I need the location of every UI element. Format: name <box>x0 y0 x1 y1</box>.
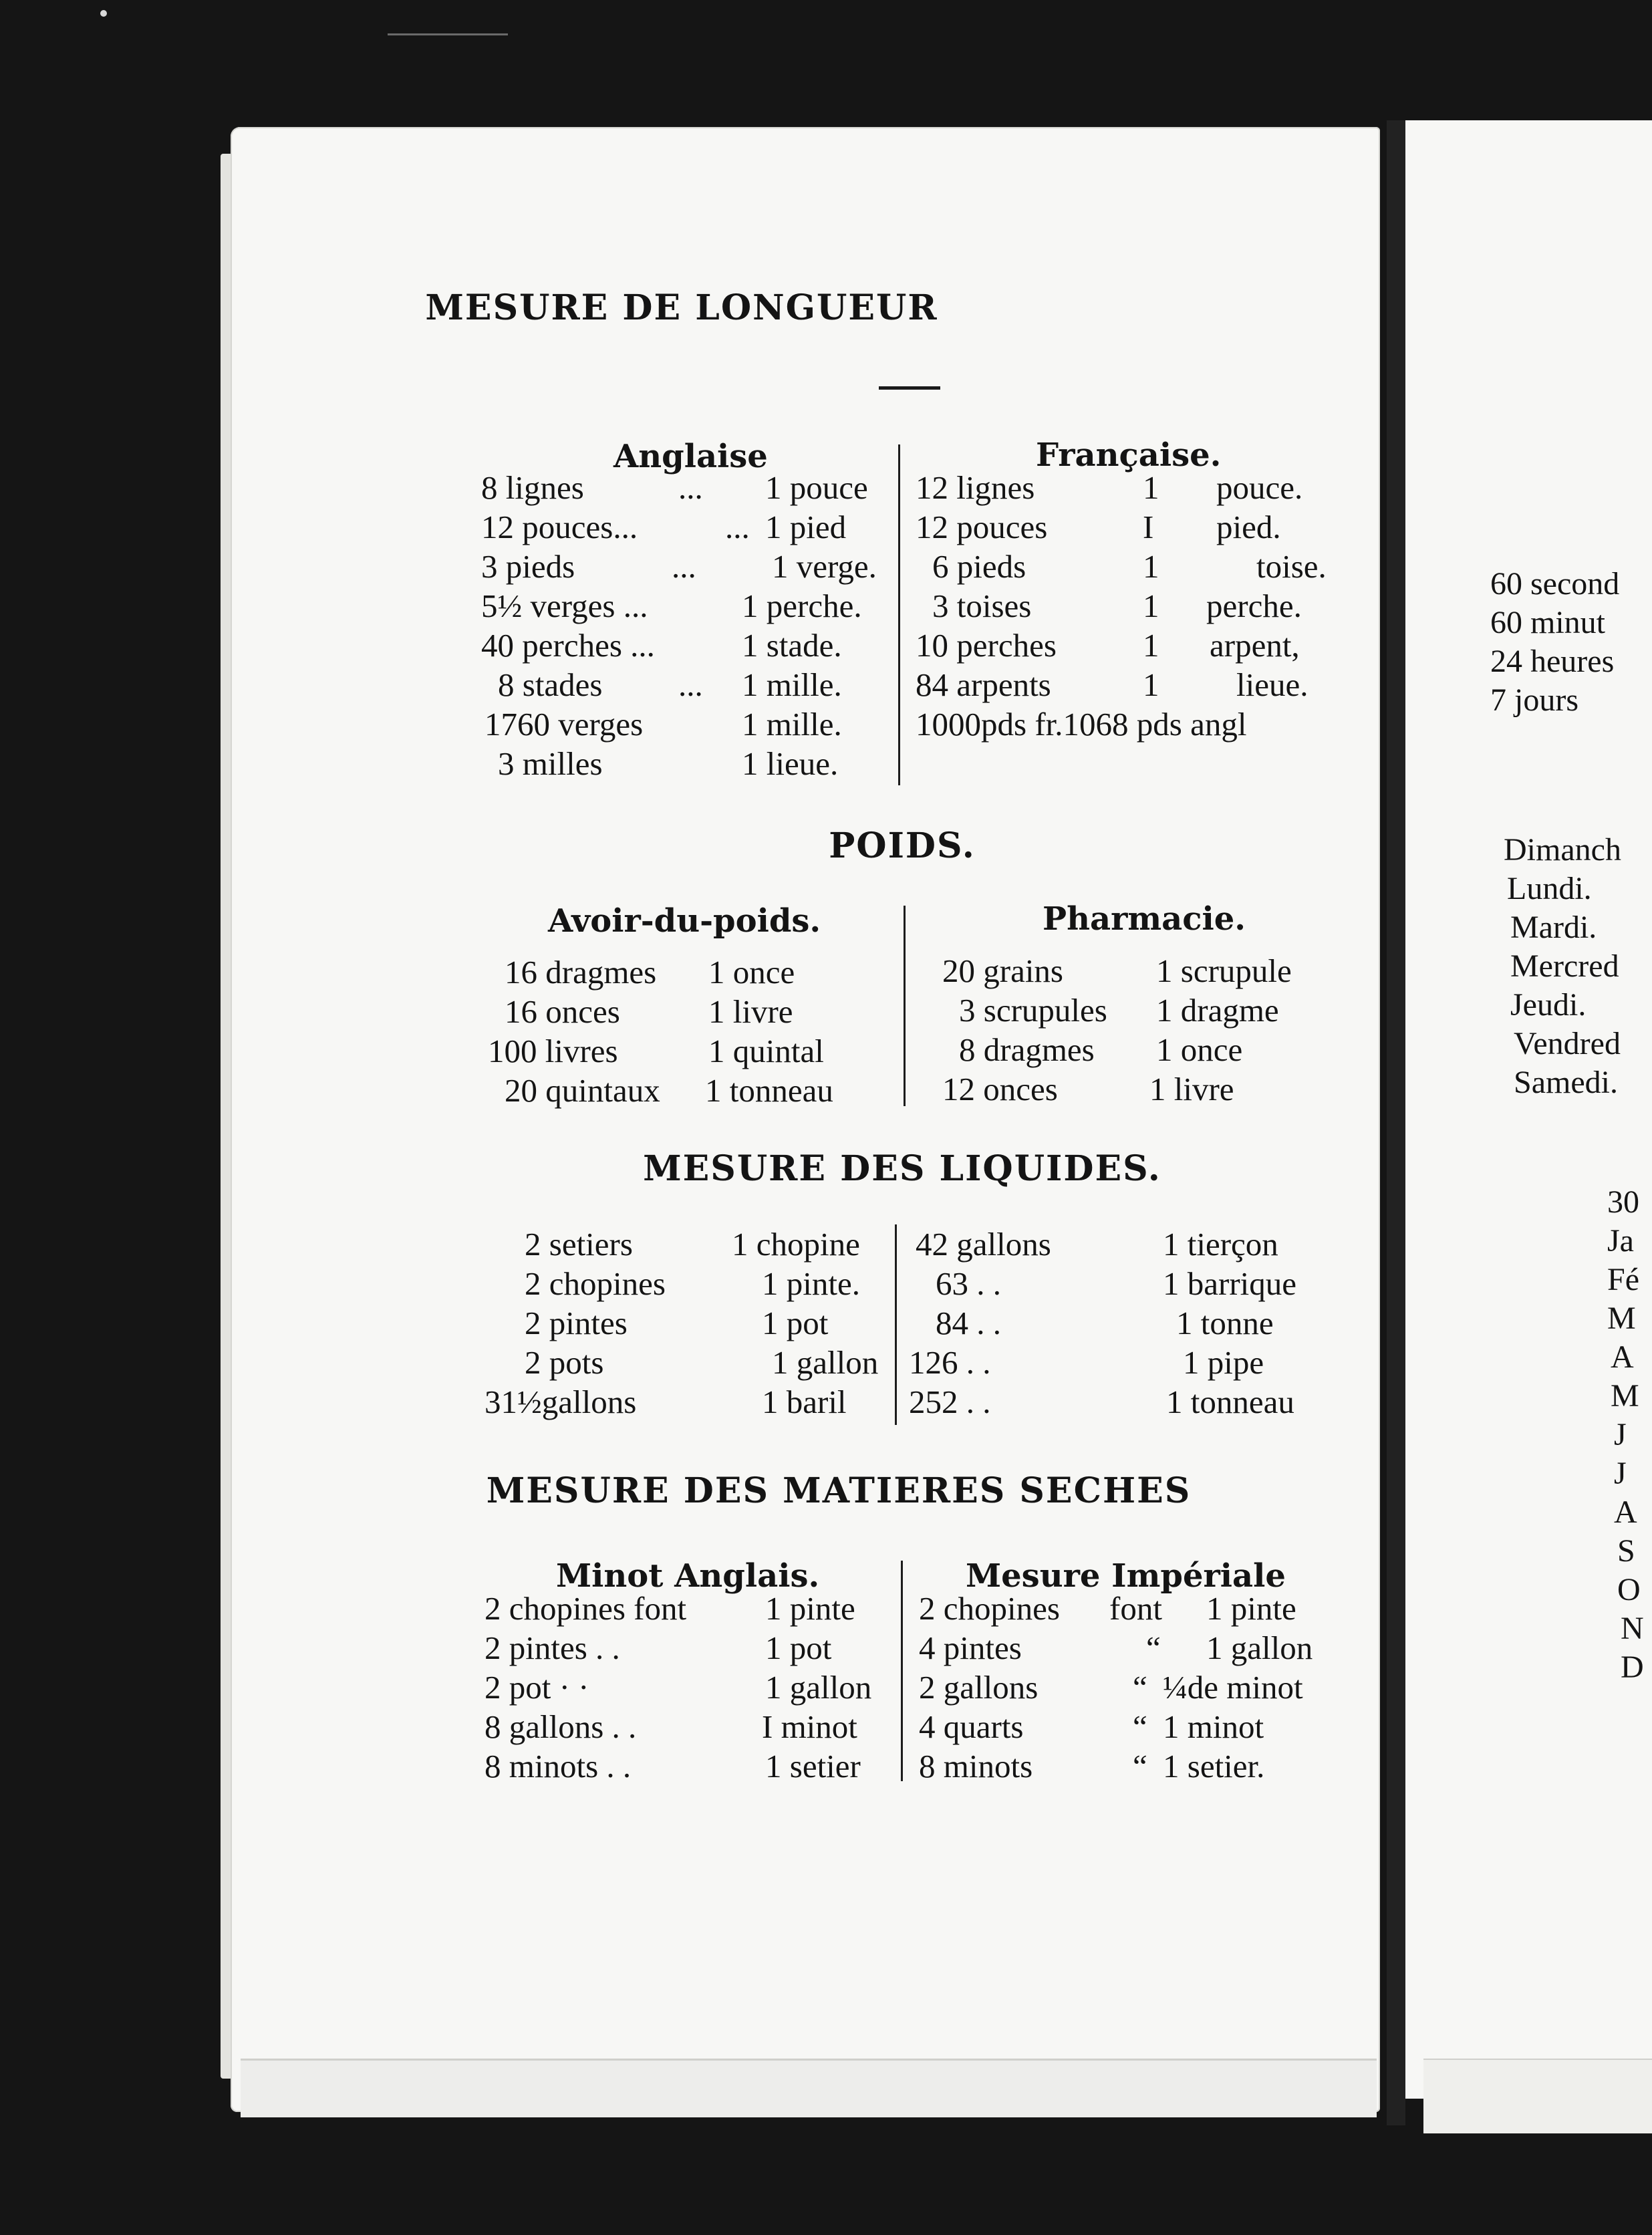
day-name: Dimanch <box>1504 832 1621 868</box>
table-row: 8 stades ... 1 mille. <box>498 666 842 703</box>
right-page <box>1405 120 1652 2099</box>
col-head-mesure-imperiale: Mesure Impériale <box>966 1557 1286 1595</box>
day-name: Mercred <box>1510 948 1619 984</box>
table-liquides-right <box>909 1224 1337 1422</box>
column-divider <box>901 1561 903 1781</box>
table-row: 2 chopines font 1 pinte <box>485 1590 855 1627</box>
section-title-longueur: MESURE DE LONGUEUR <box>425 287 938 328</box>
month-name: Ja <box>1607 1223 1634 1259</box>
month-name: Fé <box>1607 1262 1639 1297</box>
table-row: 12 lignes 1 pouce. <box>916 469 1303 506</box>
table-row: 12 pouces I pied. <box>916 509 1281 545</box>
col-head-pharmacie: Pharmacie. <box>1043 900 1246 938</box>
month-name: N <box>1621 1611 1644 1646</box>
table-row: 5½ verges ... 1 perche. <box>481 587 862 624</box>
day-name: Samedi. <box>1514 1065 1618 1100</box>
table-row: 16 dragmes 1 once <box>505 954 795 991</box>
table-longueur-francaise <box>912 468 1327 744</box>
table-row: 252 . . 1 tonneau <box>909 1384 1294 1420</box>
col-head-minot-anglais: Minot Anglais. <box>556 1557 820 1595</box>
table-poids-pharmacie <box>939 951 1340 1109</box>
month-name: A <box>1611 1339 1634 1375</box>
section-title-seches: MESURE DES MATIERES SECHES <box>486 1470 1192 1511</box>
day-name: Mardi. <box>1510 910 1597 945</box>
time-line: 60 second <box>1490 566 1620 602</box>
table-row: 6 pieds 1 toise. <box>932 548 1327 585</box>
table-row: 12 onces 1 livre <box>942 1071 1234 1107</box>
table-row: 2 gallons “ ¼de minot <box>919 1669 1303 1706</box>
month-name: S <box>1617 1533 1635 1569</box>
day-name: Lundi. <box>1507 871 1592 906</box>
table-row: 12 pouces... ... 1 pied <box>481 509 847 545</box>
table-row: 8 minots “ 1 setier. <box>919 1748 1265 1785</box>
table-row: 84 arpents 1 lieue. <box>916 666 1309 703</box>
table-row: 2 pintes 1 pot <box>525 1305 829 1341</box>
column-divider <box>898 444 900 785</box>
month-name: J <box>1614 1417 1627 1452</box>
table-longueur-anglaise <box>478 468 892 783</box>
table-row: 16 onces 1 livre <box>505 993 793 1030</box>
table-liquides-left <box>481 1224 896 1422</box>
scan-mark <box>388 33 508 35</box>
table-row: 2 pintes . . 1 pot <box>485 1629 832 1666</box>
table-row: 2 pots 1 gallon <box>525 1344 879 1381</box>
table-row: 1000pds fr.1068 pds angl <box>916 706 1247 743</box>
table-row: 3 milles 1 lieue. <box>498 745 839 782</box>
month-name: M <box>1611 1378 1639 1414</box>
table-row: 1760 verges 1 mille. <box>485 706 842 743</box>
month-name: D <box>1621 1650 1644 1685</box>
table-row: 126 . . 1 pipe <box>909 1344 1264 1381</box>
months-count: 30 <box>1607 1184 1639 1220</box>
table-row: 2 chopines 1 pinte. <box>525 1265 860 1302</box>
column-divider <box>904 906 906 1106</box>
table-poids-avoir <box>485 952 899 1110</box>
right-page-bottom-edge <box>1423 2059 1652 2133</box>
table-row: 8 minots . . 1 setier <box>485 1748 861 1785</box>
table-row: 2 pot · · 1 gallon <box>485 1669 872 1706</box>
time-line: 60 minut <box>1490 605 1606 640</box>
table-row: 4 pintes “ 1 gallon <box>919 1629 1313 1666</box>
table-row: 100 livres 1 quintal <box>488 1033 824 1069</box>
table-row: 31½gallons 1 baril <box>485 1384 847 1420</box>
day-name: Jeudi. <box>1510 987 1587 1023</box>
col-head-avoir-du-poids: Avoir-du-poids. <box>548 902 821 940</box>
book-gutter <box>1387 120 1405 2125</box>
title-divider <box>879 386 940 390</box>
table-row: 3 toises 1 perche. <box>932 587 1302 624</box>
table-row: 2 chopines font 1 pinte <box>919 1590 1296 1627</box>
table-seches-left <box>481 1589 896 1786</box>
table-row: 8 gallons . . I minot <box>485 1708 857 1745</box>
col-head-anglaise: Anglaise <box>613 438 768 475</box>
table-row: 20 grains 1 scrupule <box>942 952 1292 989</box>
day-name: Vendred <box>1514 1026 1621 1061</box>
table-row: 4 quarts “ 1 minot <box>919 1708 1264 1745</box>
month-name: J <box>1614 1456 1627 1491</box>
scan-speck <box>100 10 107 17</box>
time-line: 24 heures <box>1490 644 1615 679</box>
table-row: 40 perches ... 1 stade. <box>481 627 842 664</box>
table-row: 3 pieds ... 1 verge. <box>481 548 877 585</box>
table-seches-right <box>916 1589 1343 1786</box>
left-page <box>231 127 1380 2112</box>
month-name: A <box>1614 1494 1637 1530</box>
table-row: 20 quintaux 1 tonneau <box>505 1072 833 1109</box>
table-row: 8 lignes ... 1 pouce <box>481 469 868 506</box>
col-head-francaise: Française. <box>1036 436 1222 474</box>
table-row: 63 . . 1 barrique <box>936 1265 1296 1302</box>
section-title-liquides: MESURE DES LIQUIDES. <box>643 1148 1161 1189</box>
section-title-poids: POIDS. <box>829 825 976 866</box>
table-row: 8 dragmes 1 once <box>959 1031 1243 1068</box>
table-row: 84 . . 1 tonne <box>936 1305 1274 1341</box>
table-row: 10 perches 1 arpent, <box>916 627 1300 664</box>
table-row: 42 gallons 1 tierçon <box>916 1226 1278 1263</box>
page-bottom-edge <box>241 2059 1377 2117</box>
time-line: 7 jours <box>1490 682 1578 718</box>
table-row: 3 scrupules 1 dragme <box>959 992 1279 1029</box>
month-name: M <box>1607 1301 1636 1336</box>
table-row: 2 setiers 1 chopine <box>525 1226 860 1263</box>
month-name: O <box>1617 1572 1641 1607</box>
